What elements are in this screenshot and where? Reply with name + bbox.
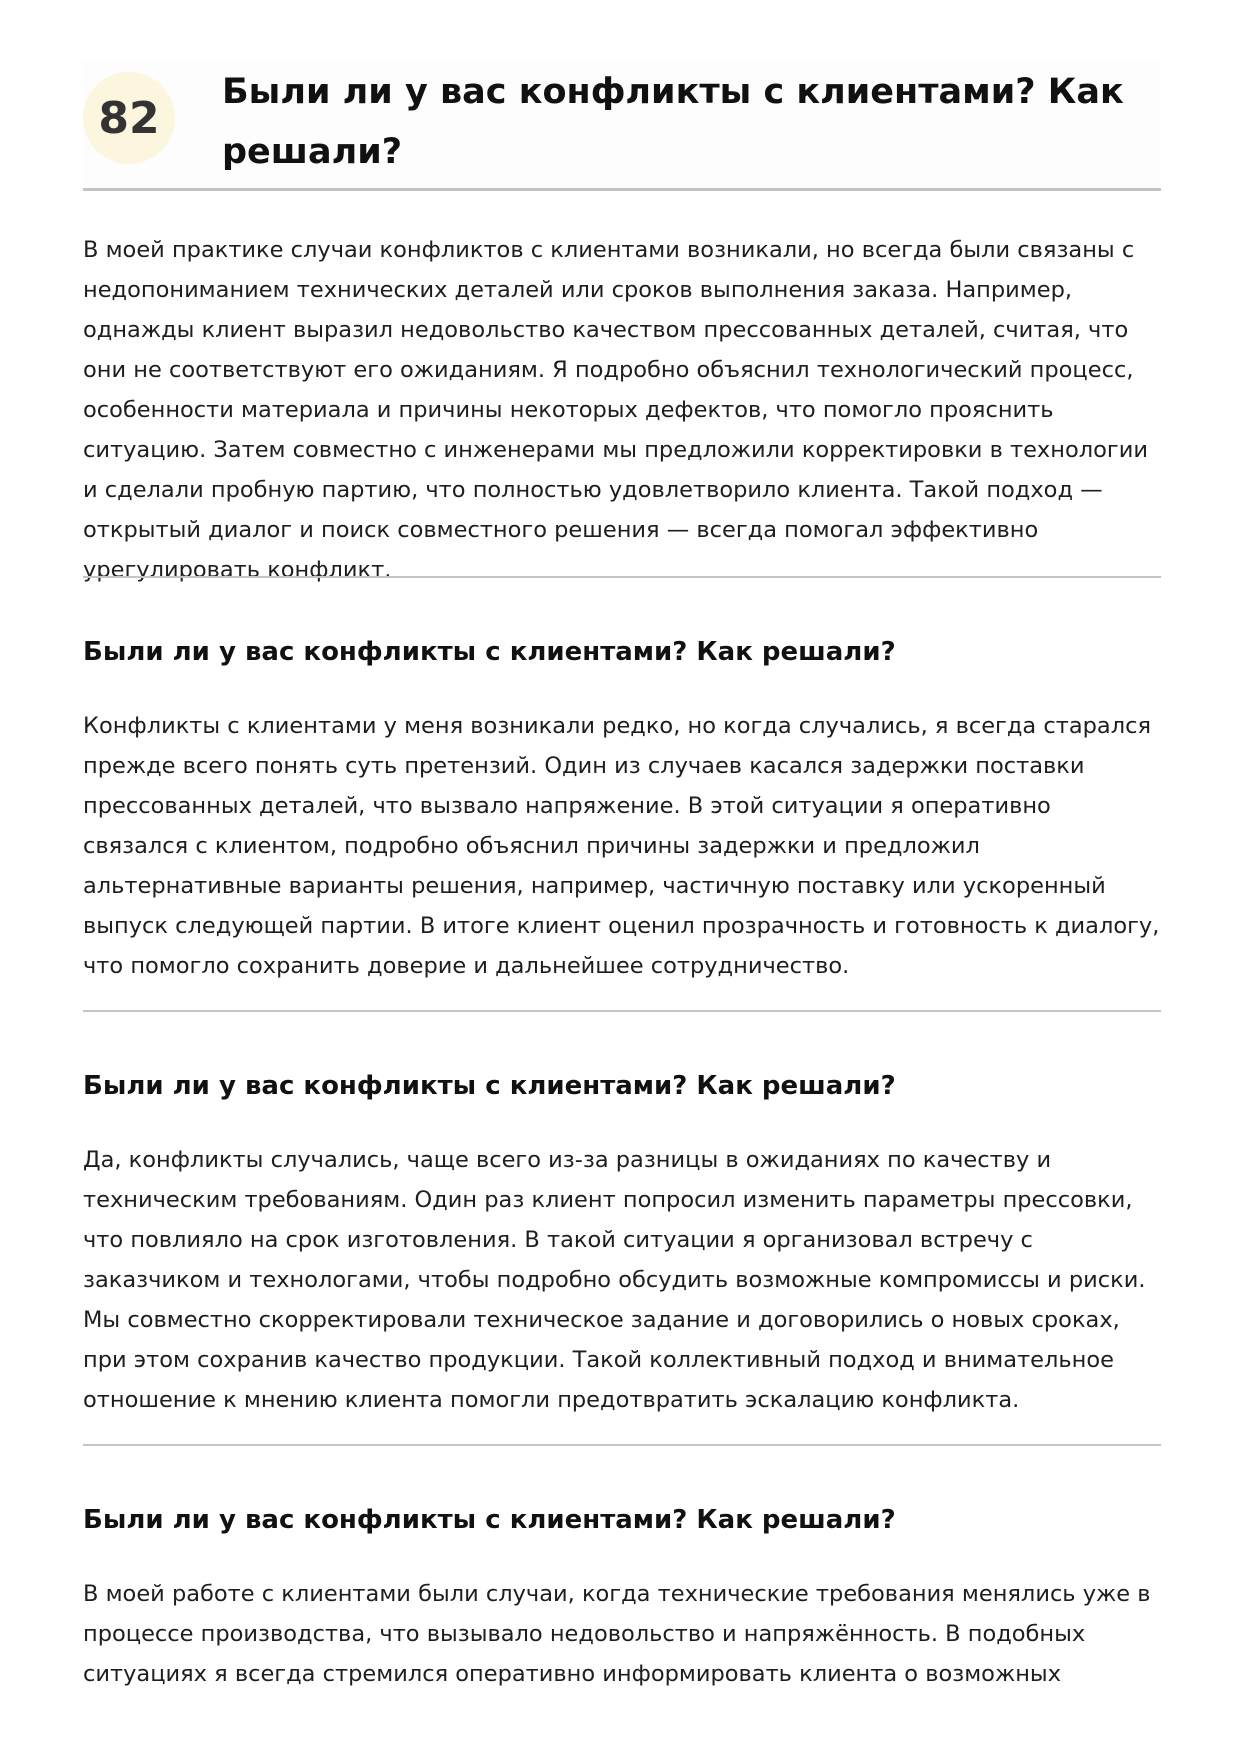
answer-text-2: Конфликты с клиентами у меня возникали редко, но когда случались, я всегда старался прежде всего понять суть претензий. Один из случаев касался задержки поставки прессованных деталей, что вызвало напряжение. В этой ситуации я оперативно связался с клиентом, подробно объяснил причины задержки и предложил альтернативные варианты решения, например, частичную поставку или ускоренный выпуск следующей партии. В итоге клиент оценил прозрачность и готовность к диалогу, что помогло сохранить доверие и дальнейшее сотрудничество. <box>83 713 1160 979</box>
answer-text-3: Да, конфликты случались, чаще всего из-за разницы в ожиданиях по качеству и техническим требованиям. Один раз клиент попросил изменить параметры прессовки, что повлияло на срок изготовления. В такой ситуации я организовал встречу с заказчиком и технологами, чтобы подробно обсудить возможные компромиссы и риски. Мы совместно скорректировали техническое задание и договорились о новых сроках, при этом сохранив качество продукции. Такой коллективный подход и внимательное отношение к мнению клиента помогли предотвратить эскалацию конфликта. <box>83 1147 1146 1413</box>
section-divider <box>83 1010 1161 1012</box>
answer-text-1: В моей практике случаи конфликтов с клиентами возникали, но всегда были связаны с недопониманием технических деталей или сроков выполнения заказа. Например, однажды клиент выразил недовольство качеством прессованных деталей, считая, что они не соответствуют его ожиданиям. Я подробно объяснил технологический процесс, особенности материала и причины некоторых дефектов, что помогло прояснить ситуацию. Затем совместно с инженерами мы предложили корректировки в технологии и сделали пробную партию, что полностью удовлетворило клиента. Такой подход — открытый диалог и поиск совместного решения — всегда помогал эффективно урегулировать конфликт. <box>83 237 1148 583</box>
answer-title-2: Были ли у вас конфликты с клиентами? Как решали? <box>83 637 896 667</box>
question-number-badge: 82 <box>83 72 175 164</box>
question-title: Были ли у вас конфликты с клиентами? Как решали? <box>222 72 1124 172</box>
section-divider <box>83 576 1161 578</box>
answer-text-4: В моей работе с клиентами были случаи, когда технические требования менялись уже в процессе производства, что вызывало недовольство и напряжённость. В подобных ситуациях я всегда стремился оперативно информировать клиента о возможных <box>83 1581 1151 1687</box>
section-divider <box>83 1444 1161 1446</box>
answer-title-4: Были ли у вас конфликты с клиентами? Как решали? <box>83 1505 896 1535</box>
question-header <box>83 60 1161 191</box>
answer-title-3: Были ли у вас конфликты с клиентами? Как решали? <box>83 1071 896 1101</box>
